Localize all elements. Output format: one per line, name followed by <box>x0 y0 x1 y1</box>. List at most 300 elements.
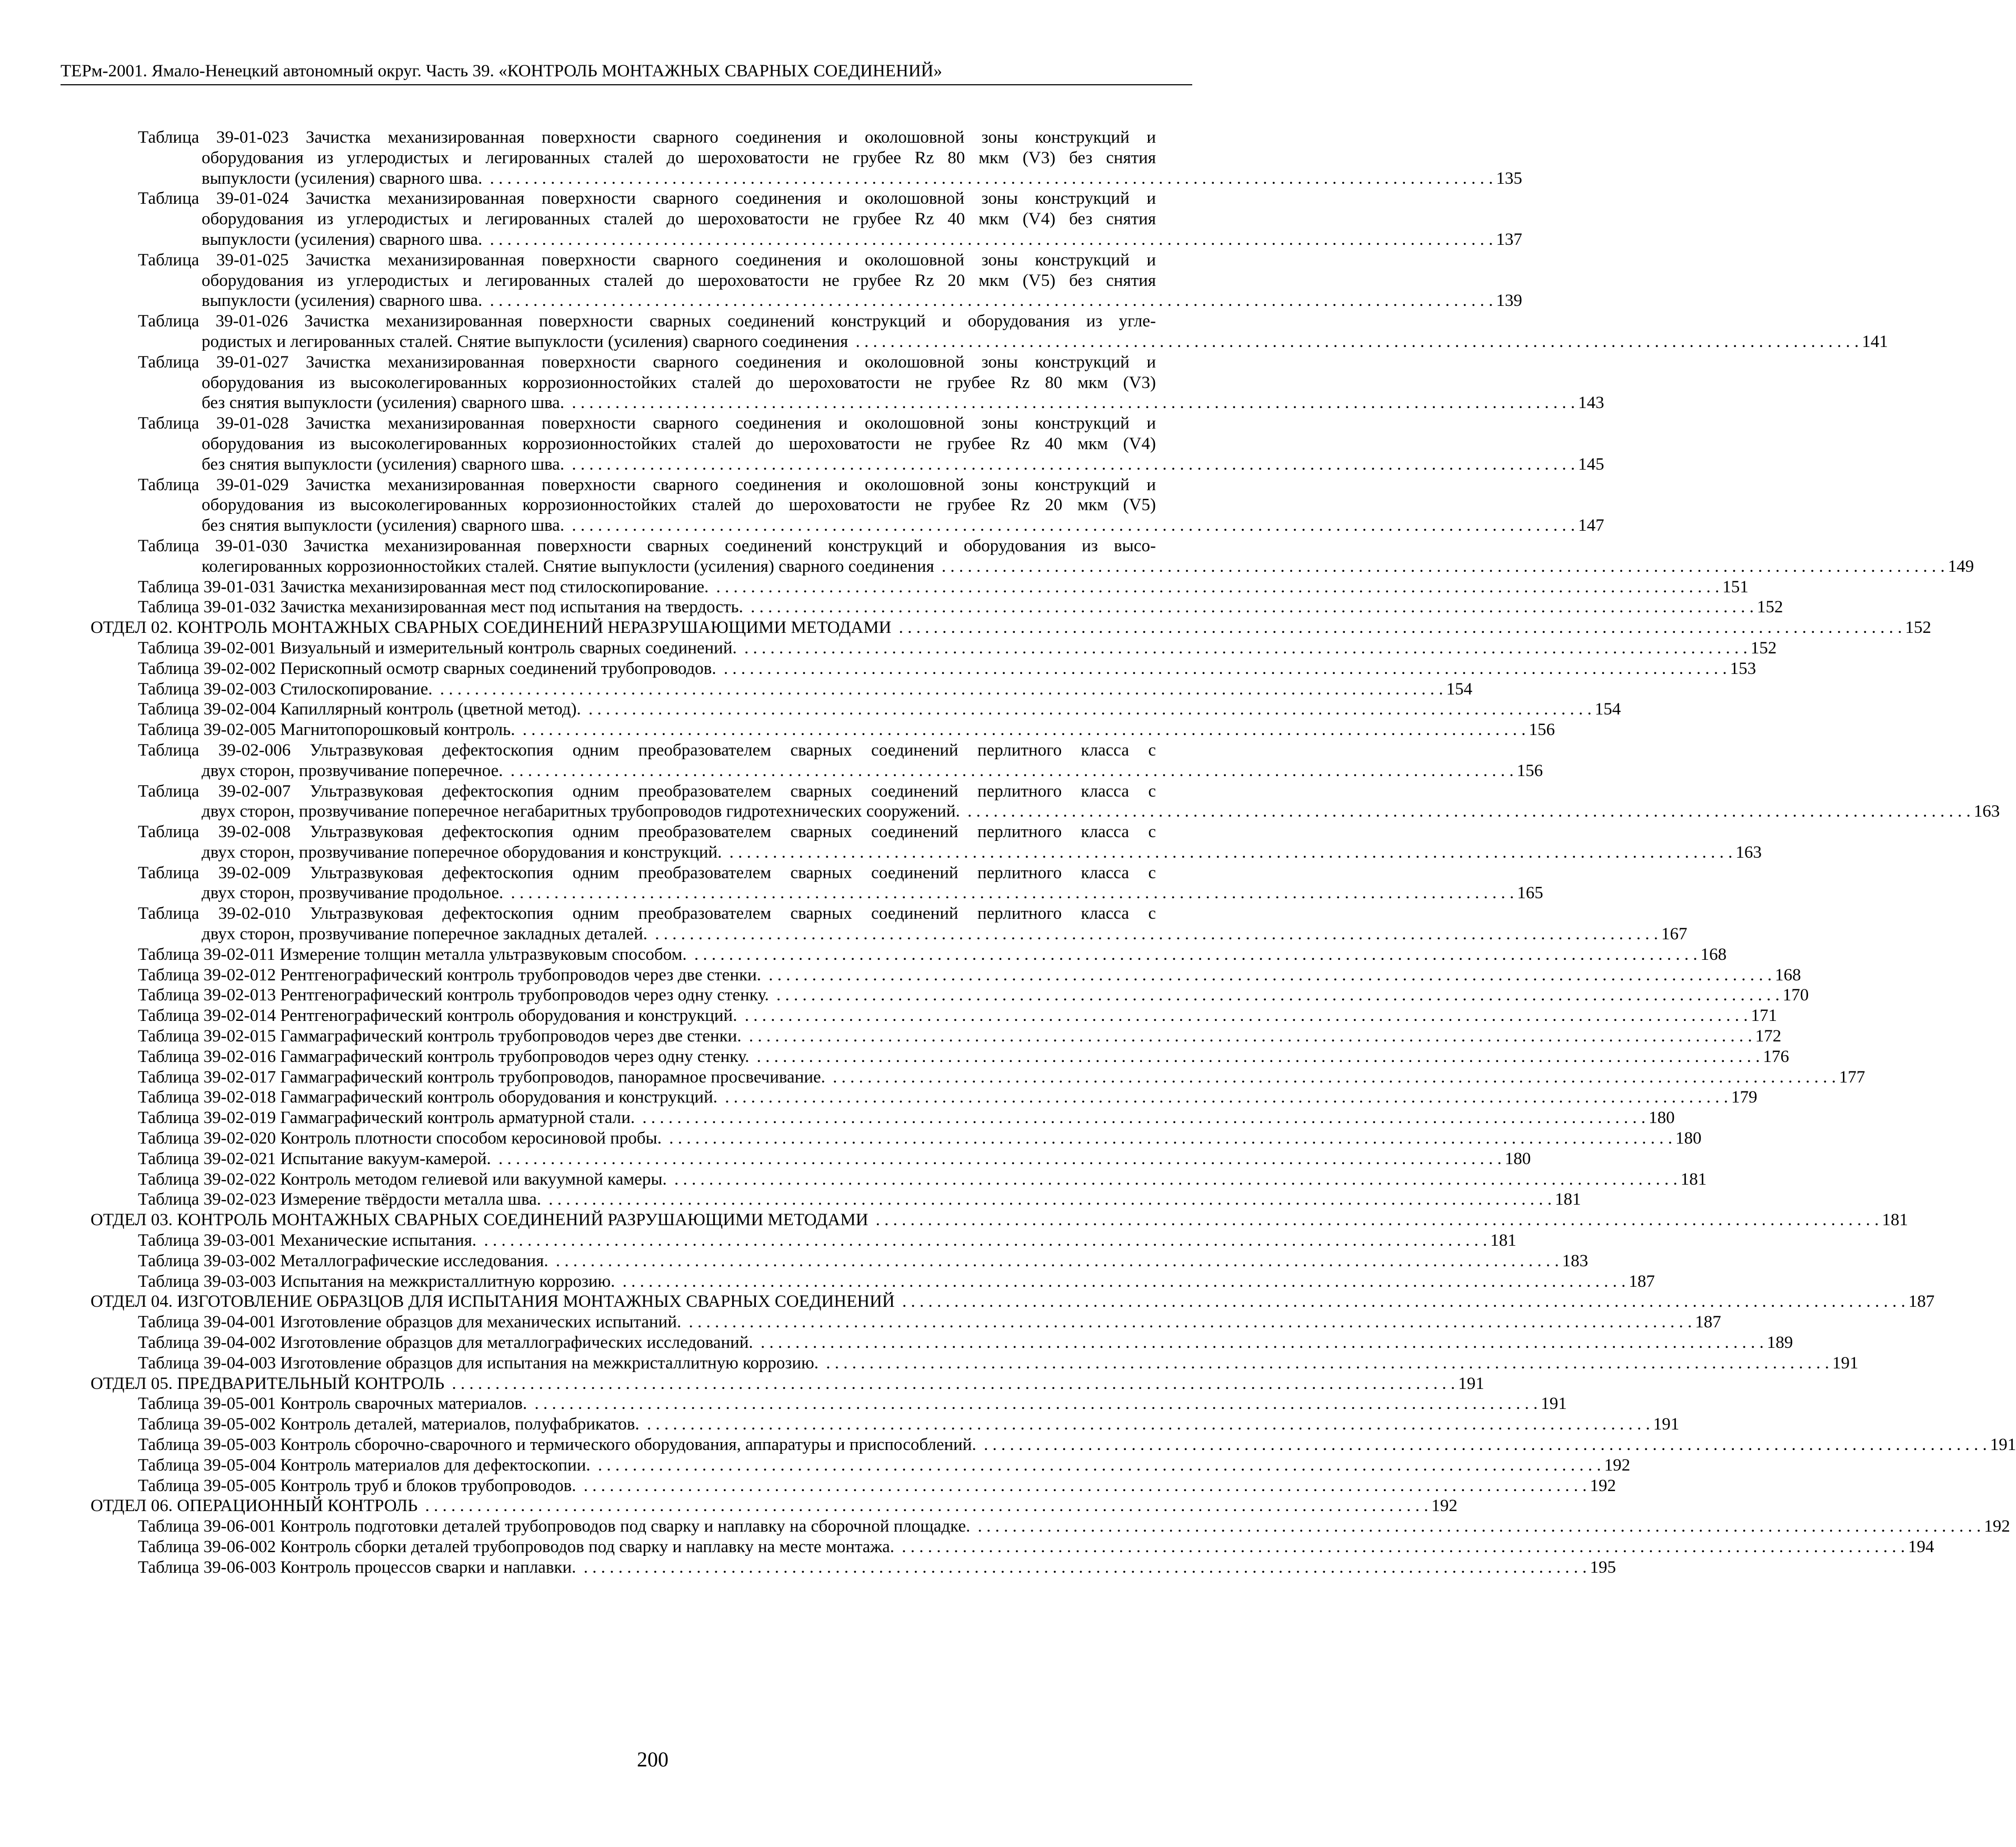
toc-table-entry[interactable] <box>91 679 1473 700</box>
toc-table-entry[interactable] <box>91 1230 1516 1251</box>
dot-leader: . . . . . . . . . . . . . . . . . . . . . . . . . . . . . . . . . . . . . . . . . . . . . . . . . . . . . . . . . . . . . . . . . . . . . . . . . . . . . . . . . . . . . . . . . . . . . . . . . . . . . . . . . . . . . . . . . . . . <box>746 598 1754 617</box>
toc-entry-text: ОТДЕЛ 04. ИЗГОТОВЛЕНИЕ ОБРАЗЦОВ ДЛЯ ИСПЫТАНИЯ МОНТАЖНЫХ СВАРНЫХ СОЕДИНЕНИЙ <box>91 1292 895 1312</box>
toc-entry-text: без снятия выпуклости (усиления) сварного шва. <box>202 454 565 474</box>
toc-table-entry[interactable] <box>91 1047 1789 1067</box>
toc-entry-line <box>91 1496 1458 1516</box>
toc-section-entry[interactable] <box>91 618 1931 638</box>
toc-entry-line <box>138 1333 1793 1353</box>
toc-table-entry[interactable] <box>91 1006 1777 1026</box>
toc-entry-text: оборудования из высоколегированных коррозионностойких сталей до шероховатости не грубее Rz 40 мкм (V4) <box>202 434 1156 453</box>
dot-leader: . . . . . . . . . . . . . . . . . . . . . . . . . . . . . . . . . . . . . . . . . . . . . . . . . . . . . . . . . . . . . . . . . . . . . . . . . . . . . . . . . . . . . . . . . . . . . . . . . . . . . . . . . . . . . . . . . . . . <box>684 1313 1692 1332</box>
toc-table-entry[interactable] <box>91 1455 1631 1476</box>
toc-page-number: 194 <box>1908 1537 1934 1556</box>
toc-page-number: 137 <box>1496 230 1522 249</box>
toc-entry-line <box>138 740 1189 761</box>
toc-table-entry[interactable] <box>91 1394 1567 1414</box>
toc-table-entry[interactable] <box>91 1087 1758 1108</box>
toc-entry-text: Таблица 39-01-031 Зачистка механизированная мест под стилоскопирование. <box>138 577 709 597</box>
toc-entry-text: двух сторон, прозвучивание поперечное негабаритных трубопроводов гидротехнических сооружений. <box>202 802 960 821</box>
toc-entry-text: ОТДЕЛ 03. КОНТРОЛЬ МОНТАЖНЫХ СВАРНЫХ СОЕДИНЕНИЙ РАЗРУШАЮЩИМИ МЕТОДАМИ <box>91 1210 869 1230</box>
toc-entry-line <box>91 1292 1935 1312</box>
dot-leader: . . . . . . . . . . . . . . . . . . . . . . . . . . . . . . . . . . . . . . . . . . . . . . . . . . . . . . . . . . . . . . . . . . . . . . . . . . . . . . . . . . . . . . . . . . . . . . . . . . . . . . . . . . . . . . . . . . . . <box>638 1108 1646 1128</box>
toc-entry-line <box>138 1394 1567 1414</box>
toc-entry-line <box>138 291 1522 311</box>
dot-leader: . . . . . . . . . . . . . . . . . . . . . . . . . . . . . . . . . . . . . . . . . . . . . . . . . . . . . . . . . . . . . . . . . . . . . . . . . . . . . . . . . . . . . . . . . . . . . . . . . . . . . . . . . . . . . . . . . . . . <box>518 720 1526 740</box>
toc-section-entry[interactable] <box>91 1292 1935 1312</box>
toc-entry-text: Таблица 39-02-002 Перископный осмотр сварных соединений трубопроводов. <box>138 659 716 678</box>
toc-page-number: 181 <box>1680 1169 1707 1189</box>
toc-page-number: 167 <box>1661 925 1688 944</box>
toc-entry-line <box>138 1149 1531 1169</box>
toc-entry-line <box>138 557 1974 577</box>
toc-entry-text: Таблица 39-02-023 Измерение твёрдости металла шва. <box>138 1190 542 1209</box>
toc-entry-line <box>138 1047 1789 1067</box>
toc-entry-line <box>138 454 1604 475</box>
toc-entry-line <box>138 965 1801 986</box>
toc-entry-text: Таблица 39-02-010 Ультразвуковая дефектоскопия одним преобразователем сварных соединений перлитного класса с <box>138 904 1156 923</box>
toc-entry-text: Таблица 39-01-023 Зачистка механизированная поверхности сварного соединения и околошовной зоны конструкций и <box>138 128 1156 147</box>
toc-entry-text: Таблица 39-01-032 Зачистка механизированная мест под испытания на твердость. <box>138 598 743 617</box>
toc-entry-text: Таблица 39-03-002 Металлографические исследования. <box>138 1251 548 1270</box>
toc-entry-text: двух сторон, прозвучивание поперечное. <box>202 761 503 780</box>
toc-table-entry[interactable] <box>91 1189 1581 1210</box>
toc-entry-text: двух сторон, прозвучивание поперечное оборудования и конструкций. <box>202 842 722 862</box>
toc-page-number: 149 <box>1948 557 1974 576</box>
toc-table-entry[interactable] <box>91 475 1604 536</box>
toc-page-number: 192 <box>1431 1496 1458 1516</box>
toc-page-number: 163 <box>1973 802 2000 821</box>
toc-entry-text: Таблица 39-04-003 Изготовление образцов для испытания на межкристаллитную коррозию. <box>138 1353 819 1373</box>
toc-entry-text: Таблица 39-02-005 Магнитопорошковый контроль. <box>138 720 515 740</box>
toc-table-entry[interactable] <box>91 1537 1934 1557</box>
toc-entry-line <box>138 720 1555 740</box>
toc-entry-line <box>138 536 1189 557</box>
toc-entry-text: Таблица 39-02-012 Рентгенографический контроль трубопроводов через две стенки. <box>138 965 762 985</box>
toc-entry-line <box>138 863 1189 883</box>
dot-leader: . . . . . . . . . . . . . . . . . . . . . . . . . . . . . . . . . . . . . . . . . . . . . . . . . . . . . . . . . . . . . . . . . . . . . . . . . . . . . . . . . . . . . . . . . . . . . . . . . . . . . . . . . . . . . . . . . . . . <box>744 1027 1752 1046</box>
toc-entry-line <box>138 127 1189 148</box>
toc-table-entry[interactable] <box>91 1414 1680 1435</box>
dot-leader: . . . . . . . . . . . . . . . . . . . . . . . . . . . . . . . . . . . . . . . . . . . . . . . . . . . . . . . . . . . . . . . . . . . . . . . . . . . . . . . . . . . . . . . . . . . . . . . . . . . . . . . . . . . . . . . . . . . . <box>506 883 1514 903</box>
toc-entry-text: оборудования из углеродистых и легированных сталей до шероховатости не грубее Rz 40 мкм (V4) без снятия <box>202 210 1156 229</box>
toc-entry-text: Таблица 39-05-001 Контроль сварочных материалов. <box>138 1394 527 1414</box>
toc-entry-line <box>138 822 1189 842</box>
dot-leader: . . . . . . . . . . . . . . . . . . . . . . . . . . . . . . . . . . . . . . . . . . . . . . . . . . . . . . . . . . . . . . . . . . . . . . . . . . . . . . . . . . . . . . . . . . . . . . . . . . . . . . . . . . . . . . . . . . . . <box>937 557 1945 576</box>
dot-leader: . . . . . . . . . . . . . . . . . . . . . . . . . . . . . . . . . . . . . . . . . . . . . . . . . . . . . . . . . . . . . . . . . . . . . . . . . . . . . . . . . . . . . . . . . . . . . . . . . . . . . . . . . . . . . . . . . . . . <box>485 230 1493 249</box>
toc-entry-line <box>138 1128 1702 1149</box>
toc-entry-text: Таблица 39-02-011 Измерение толщин металла ультразвуковым способом. <box>138 945 687 964</box>
toc-entry-line <box>138 148 1189 168</box>
dot-leader: . . . . . . . . . . . . . . . . . . . . . . . . . . . . . . . . . . . . . . . . . . . . . . . . . . . . . . . . . . . . . . . . . . . . . . . . . . . . . . . . . . . . . . . . . . . . . . . . . . . . . . . . . . . . . . . . . . . . <box>690 945 1698 964</box>
toc-entry-text: Таблица 39-02-019 Гаммаграфический контроль арматурной стали. <box>138 1108 635 1128</box>
toc-entry-text: оборудования из углеродистых и легированных сталей до шероховатости не грубее Rz 20 мкм (V5) без снятия <box>202 271 1156 290</box>
toc-page-number: 187 <box>1629 1272 1655 1291</box>
toc-page-number: 154 <box>1446 679 1473 699</box>
toc-entry-text: Таблица 39-01-026 Зачистка механизированная поверхности сварных соединений конструкций и оборудования из угле- <box>138 312 1156 331</box>
toc-section-entry[interactable] <box>91 1374 1484 1394</box>
toc-entry-line <box>138 1516 2010 1537</box>
toc-entry-text: Таблица 39-02-021 Испытание вакуум-камерой. <box>138 1149 491 1168</box>
toc-page-number: 165 <box>1517 883 1543 903</box>
toc-entry-line <box>138 1251 1589 1272</box>
toc-entry-line <box>138 413 1189 434</box>
toc-entry-line <box>138 638 1777 659</box>
toc-entry-text: Таблица 39-02-016 Гаммаграфический контроль трубопроводов через одну стенку. <box>138 1047 750 1066</box>
toc-table-entry[interactable] <box>91 1353 1859 1374</box>
dot-leader: . . . . . . . . . . . . . . . . . . . . . . . . . . . . . . . . . . . . . . . . . . . . . . . . . . . . . . . . . . . . . . . . . . . . . . . . . . . . . . . . . . . . . . . . . . . . . . . . . . . . . . . . . . . . . . . . . . . . <box>664 1129 1672 1148</box>
dot-leader: . . . . . . . . . . . . . . . . . . . . . . . . . . . . . . . . . . . . . . . . . . . . . . . . . . . . . . . . . . . . . . . . . . . . . . . . . . . . . . . . . . . . . . . . . . . . . . . . . . . . . . . . . . . . . . . . . . . . <box>567 516 1575 535</box>
toc-table-entry[interactable] <box>91 577 1749 598</box>
toc-page-number: 192 <box>1590 1476 1616 1495</box>
toc-entry-line <box>138 1189 1581 1210</box>
toc-page-number: 135 <box>1496 168 1522 188</box>
dot-leader: . . . . . . . . . . . . . . . . . . . . . . . . . . . . . . . . . . . . . . . . . . . . . . . . . . . . . . . . . . . . . . . . . . . . . . . . . . . . . . . . . . . . . . . . . . . . . . . . . . . . . . . . . . . . . . . . . . . . <box>530 1394 1538 1414</box>
toc-table-entry[interactable] <box>91 1149 1531 1169</box>
toc-entry-line <box>91 618 1931 638</box>
toc-entry-text: Таблица 39-01-028 Зачистка механизированная поверхности сварного соединения и околошовной зоны конструкций и <box>138 414 1156 433</box>
toc-entry-line <box>138 1476 1616 1496</box>
toc-entry-line <box>138 515 1604 536</box>
toc-page-number: 183 <box>1562 1251 1589 1270</box>
dot-leader: . . . . . . . . . . . . . . . . . . . . . . . . . . . . . . . . . . . . . . . . . . . . . . . . . . . . . . . . . . . . . . . . . . . . . . . . . . . . . . . . . . . . . . . . . . . . . . . . . . . . . . . . . . . . . . . . . . . . <box>963 802 1971 821</box>
toc-entry-line <box>138 1026 1782 1047</box>
toc-entry-text: без снятия выпуклости (усиления) сварного шва. <box>202 516 565 535</box>
toc-table-entry[interactable] <box>91 1067 1865 1088</box>
toc-entry-line <box>138 659 1756 679</box>
toc-entry-text: ОТДЕЛ 02. КОНТРОЛЬ МОНТАЖНЫХ СВАРНЫХ СОЕДИНЕНИЙ НЕРАЗРУШАЮЩИМИ МЕТОДАМИ <box>91 618 892 638</box>
dot-leader: . . . . . . . . . . . . . . . . . . . . . . . . . . . . . . . . . . . . . . . . . . . . . . . . . . . . . . . . . . . . . . . . . . . . . . . . . . . . . . . . . . . . . . . . . . . . . . . . . . . . . . . . . . . . . . . . . . . . <box>725 842 1733 862</box>
dot-leader: . . . . . . . . . . . . . . . . . . . . . . . . . . . . . . . . . . . . . . . . . . . . . . . . . . . . . . . . . . . . . . . . . . . . . . . . . . . . . . . . . . . . . . . . . . . . . . . . . . . . . . . . . . . . . . . . . . . . <box>544 1190 1552 1209</box>
toc-entry-text: Таблица 39-02-008 Ультразвуковая дефектоскопия одним преобразователем сварных соединений перлитного класса с <box>138 822 1156 842</box>
toc-table-entry[interactable] <box>91 965 1801 986</box>
toc-entry-line <box>138 985 1809 1006</box>
dot-leader: . . . . . . . . . . . . . . . . . . . . . . . . . . . . . . . . . . . . . . . . . . . . . . . . . . . . . . . . . . . . . . . . . . . . . . . . . . . . . . . . . . . . . . . . . . . . . . . . . . . . . . . . . . . . . . . . . . . . <box>871 1210 1879 1230</box>
toc-entry-text: Таблица 39-01-029 Зачистка механизированная поверхности сварного соединения и околошовной зоны конструкций и <box>138 475 1156 494</box>
toc-page-number: 147 <box>1578 516 1604 535</box>
toc-entry-text: Таблица 39-01-025 Зачистка механизированная поверхности сварного соединения и околошовной зоны конструкций и <box>138 250 1156 270</box>
toc-page-number: 189 <box>1767 1333 1793 1353</box>
toc-entry-line <box>138 1435 2016 1455</box>
toc-page-number: 154 <box>1594 700 1621 719</box>
toc-page-number: 156 <box>1529 720 1555 740</box>
toc-table-entry[interactable] <box>91 352 1604 413</box>
toc-entry-line <box>138 842 1762 863</box>
toc-entry-text: Таблица 39-02-004 Капиллярный контроль (цветной метод). <box>138 700 581 719</box>
toc-entry-line <box>138 924 1688 945</box>
toc-table-entry[interactable] <box>91 985 1809 1006</box>
toc-entry-line <box>138 373 1189 393</box>
toc-entry-line <box>138 1067 1865 1088</box>
toc-entry-text: Таблица 39-03-003 Испытания на межкристаллитную коррозию. <box>138 1272 615 1291</box>
toc-entry-text: оборудования из высоколегированных коррозионностойких сталей до шероховатости не грубее Rz 20 мкм (V5) <box>202 495 1156 515</box>
dot-leader: . . . . . . . . . . . . . . . . . . . . . . . . . . . . . . . . . . . . . . . . . . . . . . . . . . . . . . . . . . . . . . . . . . . . . . . . . . . . . . . . . . . . . . . . . . . . . . . . . . . . . . . . . . . . . . . . . . . . <box>435 679 1443 699</box>
toc-entry-line <box>138 903 1189 924</box>
dot-leader: . . . . . . . . . . . . . . . . . . . . . . . . . . . . . . . . . . . . . . . . . . . . . . . . . . . . . . . . . . . . . . . . . . . . . . . . . . . . . . . . . . . . . . . . . . . . . . . . . . . . . . . . . . . . . . . . . . . . <box>973 1517 1981 1536</box>
toc-entry-text: выпуклости (усиления) сварного шва. <box>202 291 483 311</box>
toc-entry-text: Таблица 39-02-022 Контроль методом гелиевой или вакуумной камеры. <box>138 1169 667 1189</box>
toc-entry-line <box>138 188 1189 209</box>
toc-entry-text: Таблица 39-02-020 Контроль плотности способом керосиновой пробы. <box>138 1129 662 1148</box>
dot-leader: . . . . . . . . . . . . . . . . . . . . . . . . . . . . . . . . . . . . . . . . . . . . . . . . . . . . . . . . . . . . . . . . . . . . . . . . . . . . . . . . . . . . . . . . . . . . . . . . . . . . . . . . . . . . . . . . . . . . <box>719 659 1727 678</box>
toc-entry-text: родистых и легированных сталей. Снятие выпуклости (усиления) сварного соединения <box>202 332 849 351</box>
toc-entry-text: Таблица 39-04-002 Изготовление образцов для металлографических исследований. <box>138 1333 753 1353</box>
toc-table-entry[interactable] <box>91 1272 1655 1292</box>
toc-section-entry[interactable] <box>91 1496 1458 1516</box>
dot-leader: . . . . . . . . . . . . . . . . . . . . . . . . . . . . . . . . . . . . . . . . . . . . . . . . . . . . . . . . . . . . . . . . . . . . . . . . . . . . . . . . . . . . . . . . . . . . . . . . . . . . . . . . . . . . . . . . . . . . <box>650 925 1658 944</box>
toc-entry-line <box>138 781 1189 802</box>
toc-page-number: 152 <box>1756 598 1783 617</box>
dot-leader: . . . . . . . . . . . . . . . . . . . . . . . . . . . . . . . . . . . . . . . . . . . . . . . . . . . . . . . . . . . . . . . . . . . . . . . . . . . . . . . . . . . . . . . . . . . . . . . . . . . . . . . . . . . . . . . . . . . . <box>447 1374 1455 1393</box>
dot-leader: . . . . . . . . . . . . . . . . . . . . . . . . . . . . . . . . . . . . . . . . . . . . . . . . . . . . . . . . . . . . . . . . . . . . . . . . . . . . . . . . . . . . . . . . . . . . . . . . . . . . . . . . . . . . . . . . . . . . <box>485 168 1493 188</box>
toc-table-entry[interactable] <box>91 1169 1707 1190</box>
toc-entry-text: без снятия выпуклости (усиления) сварного шва. <box>202 393 565 413</box>
toc-section-entry[interactable] <box>91 1210 1908 1230</box>
toc-entry-text: двух сторон, прозвучивание поперечное закладных деталей. <box>202 925 647 944</box>
toc-entry-line <box>138 1108 1675 1128</box>
running-header: ТЕРм-2001. Ямало-Ненецкий автономный округ. Часть 39. «КОНТРОЛЬ МОНТАЖНЫХ СВАРНЫХ СОЕДИНЕНИЙ» <box>61 59 1192 85</box>
dot-leader: . . . . . . . . . . . . . . . . . . . . . . . . . . . . . . . . . . . . . . . . . . . . . . . . . . . . . . . . . . . . . . . . . . . . . . . . . . . . . . . . . . . . . . . . . . . . . . . . . . . . . . . . . . . . . . . . . . . . <box>752 1047 1760 1066</box>
toc-entry-text: Таблица 39-05-005 Контроль труб и блоков трубопроводов. <box>138 1476 576 1495</box>
toc-entry-text: Таблица 39-02-001 Визуальный и измерительный контроль сварных соединений. <box>138 638 737 658</box>
toc-entry-text: Таблица 39-01-030 Зачистка механизированная поверхности сварных соединений конструкций и оборудования из высо- <box>138 536 1156 555</box>
toc-table-entry[interactable] <box>91 311 1888 352</box>
toc-table-entry[interactable] <box>91 188 1522 250</box>
toc-entry-line <box>138 1230 1516 1251</box>
toc-page-number: 180 <box>1649 1108 1675 1128</box>
toc-entry-line <box>138 1169 1707 1190</box>
toc-table-entry[interactable] <box>91 903 1688 945</box>
dot-leader: . . . . . . . . . . . . . . . . . . . . . . . . . . . . . . . . . . . . . . . . . . . . . . . . . . . . . . . . . . . . . . . . . . . . . . . . . . . . . . . . . . . . . . . . . . . . . . . . . . . . . . . . . . . . . . . . . . . . <box>897 1292 1905 1312</box>
toc-entry-line <box>138 1455 1631 1476</box>
dot-leader: . . . . . . . . . . . . . . . . . . . . . . . . . . . . . . . . . . . . . . . . . . . . . . . . . . . . . . . . . . . . . . . . . . . . . . . . . . . . . . . . . . . . . . . . . . . . . . . . . . . . . . . . . . . . . . . . . . . . <box>979 1435 1987 1454</box>
toc-table-entry[interactable] <box>91 413 1604 474</box>
toc-entry-text: Таблица 39-03-001 Механические испытания. <box>138 1231 477 1250</box>
toc-entry-text: выпуклости (усиления) сварного шва. <box>202 230 483 249</box>
toc-entry-line <box>138 597 1783 618</box>
dot-leader: . . . . . . . . . . . . . . . . . . . . . . . . . . . . . . . . . . . . . . . . . . . . . . . . . . . . . . . . . . . . . . . . . . . . . . . . . . . . . . . . . . . . . . . . . . . . . . . . . . . . . . . . . . . . . . . . . . . . <box>740 1006 1748 1026</box>
toc-page-number: 151 <box>1722 577 1749 597</box>
toc-page-number: 191 <box>1990 1435 2016 1454</box>
dot-leader: . . . . . . . . . . . . . . . . . . . . . . . . . . . . . . . . . . . . . . . . . . . . . . . . . . . . . . . . . . . . . . . . . . . . . . . . . . . . . . . . . . . . . . . . . . . . . . . . . . . . . . . . . . . . . . . . . . . . <box>579 1476 1587 1495</box>
toc-entry-line <box>138 1312 1721 1333</box>
toc-table-entry[interactable] <box>91 720 1555 740</box>
toc-table-entry[interactable] <box>91 945 1727 965</box>
toc-entry-line <box>138 1087 1758 1108</box>
toc-entry-text: Таблица 39-01-024 Зачистка механизированная поверхности сварного соединения и околошовной зоны конструкций и <box>138 189 1156 208</box>
dot-leader: . . . . . . . . . . . . . . . . . . . . . . . . . . . . . . . . . . . . . . . . . . . . . . . . . . . . . . . . . . . . . . . . . . . . . . . . . . . . . . . . . . . . . . . . . . . . . . . . . . . . . . . . . . . . . . . . . . . . <box>567 393 1575 413</box>
toc-table-entry[interactable] <box>91 740 1543 781</box>
dot-leader: . . . . . . . . . . . . . . . . . . . . . . . . . . . . . . . . . . . . . . . . . . . . . . . . . . . . . . . . . . . . . . . . . . . . . . . . . . . . . . . . . . . . . . . . . . . . . . . . . . . . . . . . . . . . . . . . . . . . <box>494 1149 1502 1168</box>
toc-entry-text: Таблица 39-05-003 Контроль сборочно-сварочного и термического оборудования, аппаратуры и приспособлений. <box>138 1435 976 1454</box>
toc-page-number: 191 <box>1653 1415 1680 1434</box>
toc-entry-text: Таблица 39-05-004 Контроль материалов для дефектоскопии. <box>138 1455 591 1475</box>
toc-entry-line <box>138 209 1189 230</box>
toc-page-number: 156 <box>1516 761 1543 780</box>
toc-entry-line <box>138 1557 1616 1578</box>
toc-entry-line <box>138 1537 1934 1557</box>
toc-table-entry[interactable] <box>91 781 2000 822</box>
toc-page-number: 152 <box>1905 618 1931 638</box>
toc-table-entry[interactable] <box>91 1333 1793 1353</box>
toc-entry-line <box>138 1353 1859 1374</box>
toc-entry-text: двух сторон, прозвучивание продольное. <box>202 883 504 903</box>
toc-entry-line <box>138 393 1604 413</box>
toc-entry-line <box>138 1414 1680 1435</box>
toc-entry-line <box>138 332 1888 352</box>
toc-page-number: 191 <box>1541 1394 1567 1414</box>
page-number: 200 <box>637 1747 668 1771</box>
toc-page-number: 180 <box>1504 1149 1531 1168</box>
toc-page-number: 187 <box>1908 1292 1935 1312</box>
toc-page-number: 168 <box>1700 945 1727 964</box>
toc-table-entry[interactable] <box>91 250 1522 311</box>
toc-entry-text: Таблица 39-02-007 Ультразвуковая дефектоскопия одним преобразователем сварных соединений перлитного класса с <box>138 781 1156 801</box>
toc-page-number: 153 <box>1730 659 1756 678</box>
toc-entry-line <box>138 230 1522 250</box>
dot-leader: . . . . . . . . . . . . . . . . . . . . . . . . . . . . . . . . . . . . . . . . . . . . . . . . . . . . . . . . . . . . . . . . . . . . . . . . . . . . . . . . . . . . . . . . . . . . . . . . . . . . . . . . . . . . . . . . . . . . <box>593 1455 1601 1475</box>
toc-entry-text: оборудования из углеродистых и легированных сталей до шероховатости не грубее Rz 80 мкм (V3) без снятия <box>202 148 1156 167</box>
toc-entry-line <box>138 945 1727 965</box>
toc-table-entry[interactable] <box>91 638 1777 659</box>
toc-page-number: 191 <box>1832 1353 1859 1373</box>
dot-leader: . . . . . . . . . . . . . . . . . . . . . . . . . . . . . . . . . . . . . . . . . . . . . . . . . . . . . . . . . . . . . . . . . . . . . . . . . . . . . . . . . . . . . . . . . . . . . . . . . . . . . . . . . . . . . . . . . . . . <box>421 1496 1429 1516</box>
toc-page-number: 181 <box>1555 1190 1581 1209</box>
toc-table-entry[interactable] <box>91 1516 2010 1537</box>
toc-page-number: 176 <box>1763 1047 1789 1066</box>
toc-table-entry[interactable] <box>91 822 1762 863</box>
dot-leader: . . . . . . . . . . . . . . . . . . . . . . . . . . . . . . . . . . . . . . . . . . . . . . . . . . . . . . . . . . . . . . . . . . . . . . . . . . . . . . . . . . . . . . . . . . . . . . . . . . . . . . . . . . . . . . . . . . . . <box>579 1557 1587 1577</box>
toc-table-entry[interactable] <box>91 1312 1721 1333</box>
toc-page-number: 187 <box>1695 1313 1721 1332</box>
dot-leader: . . . . . . . . . . . . . . . . . . . . . . . . . . . . . . . . . . . . . . . . . . . . . . . . . . . . . . . . . . . . . . . . . . . . . . . . . . . . . . . . . . . . . . . . . . . . . . . . . . . . . . . . . . . . . . . . . . . . <box>851 332 1859 351</box>
dot-leader: . . . . . . . . . . . . . . . . . . . . . . . . . . . . . . . . . . . . . . . . . . . . . . . . . . . . . . . . . . . . . . . . . . . . . . . . . . . . . . . . . . . . . . . . . . . . . . . . . . . . . . . . . . . . . . . . . . . . <box>721 1088 1729 1107</box>
toc-page-number: 172 <box>1755 1027 1782 1046</box>
toc-table-entry[interactable] <box>91 1251 1589 1272</box>
toc-page-number: 139 <box>1496 291 1522 311</box>
toc-entry-text: Таблица 39-02-015 Гаммаграфический контроль трубопроводов через две стенки. <box>138 1027 742 1046</box>
dot-leader: . . . . . . . . . . . . . . . . . . . . . . . . . . . . . . . . . . . . . . . . . . . . . . . . . . . . . . . . . . . . . . . . . . . . . . . . . . . . . . . . . . . . . . . . . . . . . . . . . . . . . . . . . . . . . . . . . . . . <box>897 1537 1905 1556</box>
dot-leader: . . . . . . . . . . . . . . . . . . . . . . . . . . . . . . . . . . . . . . . . . . . . . . . . . . . . . . . . . . . . . . . . . . . . . . . . . . . . . . . . . . . . . . . . . . . . . . . . . . . . . . . . . . . . . . . . . . . . <box>551 1251 1559 1270</box>
toc-page-number: 180 <box>1675 1129 1702 1148</box>
dot-leader: . . . . . . . . . . . . . . . . . . . . . . . . . . . . . . . . . . . . . . . . . . . . . . . . . . . . . . . . . . . . . . . . . . . . . . . . . . . . . . . . . . . . . . . . . . . . . . . . . . . . . . . . . . . . . . . . . . . . <box>670 1169 1678 1189</box>
dot-leader: . . . . . . . . . . . . . . . . . . . . . . . . . . . . . . . . . . . . . . . . . . . . . . . . . . . . . . . . . . . . . . . . . . . . . . . . . . . . . . . . . . . . . . . . . . . . . . . . . . . . . . . . . . . . . . . . . . . . <box>756 1333 1764 1353</box>
toc-page-number: 163 <box>1735 842 1762 862</box>
dot-leader: . . . . . . . . . . . . . . . . . . . . . . . . . . . . . . . . . . . . . . . . . . . . . . . . . . . . . . . . . . . . . . . . . . . . . . . . . . . . . . . . . . . . . . . . . . . . . . . . . . . . . . . . . . . . . . . . . . . . <box>712 577 1720 597</box>
toc-entry-line <box>138 250 1189 271</box>
toc-entry-text: Таблица 39-02-014 Рентгенографический контроль оборудования и конструкций. <box>138 1006 737 1026</box>
toc-entry-text: Таблица 39-02-006 Ультразвуковая дефектоскопия одним преобразователем сварных соединений перлитного класса с <box>138 740 1156 760</box>
toc-entry-text: Таблица 39-02-017 Гаммаграфический контроль трубопроводов, панорамное просвечивание. <box>138 1067 825 1087</box>
toc-page-number: 177 <box>1839 1067 1865 1087</box>
dot-leader: . . . . . . . . . . . . . . . . . . . . . . . . . . . . . . . . . . . . . . . . . . . . . . . . . . . . . . . . . . . . . . . . . . . . . . . . . . . . . . . . . . . . . . . . . . . . . . . . . . . . . . . . . . . . . . . . . . . . <box>567 454 1575 474</box>
dot-leader: . . . . . . . . . . . . . . . . . . . . . . . . . . . . . . . . . . . . . . . . . . . . . . . . . . . . . . . . . . . . . . . . . . . . . . . . . . . . . . . . . . . . . . . . . . . . . . . . . . . . . . . . . . . . . . . . . . . . <box>740 638 1748 658</box>
toc-page-number: 191 <box>1458 1374 1484 1393</box>
dot-leader: . . . . . . . . . . . . . . . . . . . . . . . . . . . . . . . . . . . . . . . . . . . . . . . . . . . . . . . . . . . . . . . . . . . . . . . . . . . . . . . . . . . . . . . . . . . . . . . . . . . . . . . . . . . . . . . . . . . . <box>772 986 1780 1005</box>
toc-entry-line <box>138 495 1189 515</box>
toc-table-entry[interactable] <box>91 597 1783 618</box>
toc-table-entry[interactable] <box>91 1557 1616 1578</box>
toc-entry-line <box>138 1272 1655 1292</box>
toc-entry-text: Таблица 39-02-009 Ультразвуковая дефектоскопия одним преобразователем сварных соединений перлитного класса с <box>138 863 1156 882</box>
toc-entry-line <box>138 699 1621 720</box>
toc-entry-line <box>138 761 1543 781</box>
toc-table-entry[interactable] <box>91 536 1974 577</box>
toc-entry-text: ОТДЕЛ 05. ПРЕДВАРИТЕЛЬНЫЙ КОНТРОЛЬ <box>91 1374 445 1393</box>
toc-entry-line <box>138 577 1749 598</box>
toc-entry-line <box>138 1006 1777 1026</box>
toc-table-entry[interactable] <box>91 699 1621 720</box>
toc-page-number: 168 <box>1775 965 1801 985</box>
toc-entry-line <box>138 311 1189 332</box>
toc-page-number: 143 <box>1578 393 1604 413</box>
toc-entry-line <box>138 475 1189 495</box>
toc-entry-line <box>138 883 1543 903</box>
table-of-contents <box>91 127 2016 1578</box>
toc-page-number: 171 <box>1751 1006 1777 1026</box>
toc-table-entry[interactable] <box>91 1435 2016 1455</box>
toc-entry-text: Таблица 39-06-001 Контроль подготовки деталей трубопроводов под сварку и наплавку на сборочной площадке. <box>138 1517 971 1536</box>
dot-leader: . . . . . . . . . . . . . . . . . . . . . . . . . . . . . . . . . . . . . . . . . . . . . . . . . . . . . . . . . . . . . . . . . . . . . . . . . . . . . . . . . . . . . . . . . . . . . . . . . . . . . . . . . . . . . . . . . . . . <box>642 1415 1650 1434</box>
toc-entry-line <box>138 352 1189 373</box>
dot-leader: . . . . . . . . . . . . . . . . . . . . . . . . . . . . . . . . . . . . . . . . . . . . . . . . . . . . . . . . . . . . . . . . . . . . . . . . . . . . . . . . . . . . . . . . . . . . . . . . . . . . . . . . . . . . . . . . . . . . <box>822 1353 1830 1373</box>
dot-leader: . . . . . . . . . . . . . . . . . . . . . . . . . . . . . . . . . . . . . . . . . . . . . . . . . . . . . . . . . . . . . . . . . . . . . . . . . . . . . . . . . . . . . . . . . . . . . . . . . . . . . . . . . . . . . . . . . . . . <box>764 965 1772 985</box>
toc-table-entry[interactable] <box>91 659 1756 679</box>
toc-entry-text: ОТДЕЛ 06. ОПЕРАЦИОННЫЙ КОНТРОЛЬ <box>91 1496 418 1516</box>
dot-leader: . . . . . . . . . . . . . . . . . . . . . . . . . . . . . . . . . . . . . . . . . . . . . . . . . . . . . . . . . . . . . . . . . . . . . . . . . . . . . . . . . . . . . . . . . . . . . . . . . . . . . . . . . . . . . . . . . . . . <box>894 618 1902 638</box>
toc-entry-line <box>91 1210 1908 1230</box>
toc-page-number: 195 <box>1590 1557 1616 1577</box>
toc-page-number: 145 <box>1578 454 1604 474</box>
toc-table-entry[interactable] <box>91 127 1522 188</box>
toc-table-entry[interactable] <box>91 1026 1782 1047</box>
toc-entry-text: Таблица 39-02-018 Гаммаграфический контроль оборудования и конструкций. <box>138 1088 718 1107</box>
dot-leader: . . . . . . . . . . . . . . . . . . . . . . . . . . . . . . . . . . . . . . . . . . . . . . . . . . . . . . . . . . . . . . . . . . . . . . . . . . . . . . . . . . . . . . . . . . . . . . . . . . . . . . . . . . . . . . . . . . . . <box>480 1231 1488 1250</box>
toc-entry-line <box>138 679 1473 700</box>
toc-page-number: 192 <box>1984 1517 2010 1536</box>
toc-page-number: 179 <box>1731 1088 1758 1107</box>
toc-entry-text: выпуклости (усиления) сварного шва. <box>202 168 483 188</box>
toc-entry-line <box>138 168 1522 189</box>
toc-page-number: 192 <box>1604 1455 1631 1475</box>
dot-leader: . . . . . . . . . . . . . . . . . . . . . . . . . . . . . . . . . . . . . . . . . . . . . . . . . . . . . . . . . . . . . . . . . . . . . . . . . . . . . . . . . . . . . . . . . . . . . . . . . . . . . . . . . . . . . . . . . . . . <box>506 761 1514 780</box>
toc-entry-line <box>91 1374 1484 1394</box>
dot-leader: . . . . . . . . . . . . . . . . . . . . . . . . . . . . . . . . . . . . . . . . . . . . . . . . . . . . . . . . . . . . . . . . . . . . . . . . . . . . . . . . . . . . . . . . . . . . . . . . . . . . . . . . . . . . . . . . . . . . <box>828 1067 1836 1087</box>
toc-page-number: 181 <box>1490 1231 1516 1250</box>
toc-entry-text: Таблица 39-01-027 Зачистка механизированная поверхности сварного соединения и околошовной зоны конструкций и <box>138 352 1156 372</box>
toc-entry-text: Таблица 39-06-002 Контроль сборки деталей трубопроводов под сварку и наплавку на месте монтажа. <box>138 1537 895 1556</box>
dot-leader: . . . . . . . . . . . . . . . . . . . . . . . . . . . . . . . . . . . . . . . . . . . . . . . . . . . . . . . . . . . . . . . . . . . . . . . . . . . . . . . . . . . . . . . . . . . . . . . . . . . . . . . . . . . . . . . . . . . . <box>485 291 1493 311</box>
dot-leader: . . . . . . . . . . . . . . . . . . . . . . . . . . . . . . . . . . . . . . . . . . . . . . . . . . . . . . . . . . . . . . . . . . . . . . . . . . . . . . . . . . . . . . . . . . . . . . . . . . . . . . . . . . . . . . . . . . . . <box>618 1272 1626 1291</box>
toc-entry-text: Таблица 39-04-001 Изготовление образцов для механических испытаний. <box>138 1313 682 1332</box>
toc-page-number: 141 <box>1862 332 1888 351</box>
toc-page-number: 152 <box>1750 638 1777 658</box>
toc-page-number: 181 <box>1882 1210 1908 1230</box>
toc-table-entry[interactable] <box>91 1476 1616 1496</box>
toc-entry-text: Таблица 39-05-002 Контроль деталей, материалов, полуфабрикатов. <box>138 1415 640 1434</box>
dot-leader: . . . . . . . . . . . . . . . . . . . . . . . . . . . . . . . . . . . . . . . . . . . . . . . . . . . . . . . . . . . . . . . . . . . . . . . . . . . . . . . . . . . . . . . . . . . . . . . . . . . . . . . . . . . . . . . . . . . . <box>584 700 1592 719</box>
toc-entry-text: Таблица 39-06-003 Контроль процессов сварки и наплавки. <box>138 1557 576 1577</box>
toc-entry-text: колегированных коррозионностойких сталей. Снятие выпуклости (усиления) сварного соединения <box>202 557 934 576</box>
toc-entry-line <box>138 271 1189 291</box>
toc-entry-line <box>138 801 2000 822</box>
toc-table-entry[interactable] <box>91 1128 1702 1149</box>
toc-page-number: 170 <box>1782 986 1809 1005</box>
toc-entry-text: Таблица 39-02-013 Рентгенографический контроль трубопроводов через одну стенку. <box>138 986 769 1005</box>
toc-entry-text: Таблица 39-02-003 Стилоскопирование. <box>138 679 433 699</box>
toc-entry-line <box>138 434 1189 454</box>
toc-table-entry[interactable] <box>91 863 1543 904</box>
toc-table-entry[interactable] <box>91 1108 1675 1128</box>
